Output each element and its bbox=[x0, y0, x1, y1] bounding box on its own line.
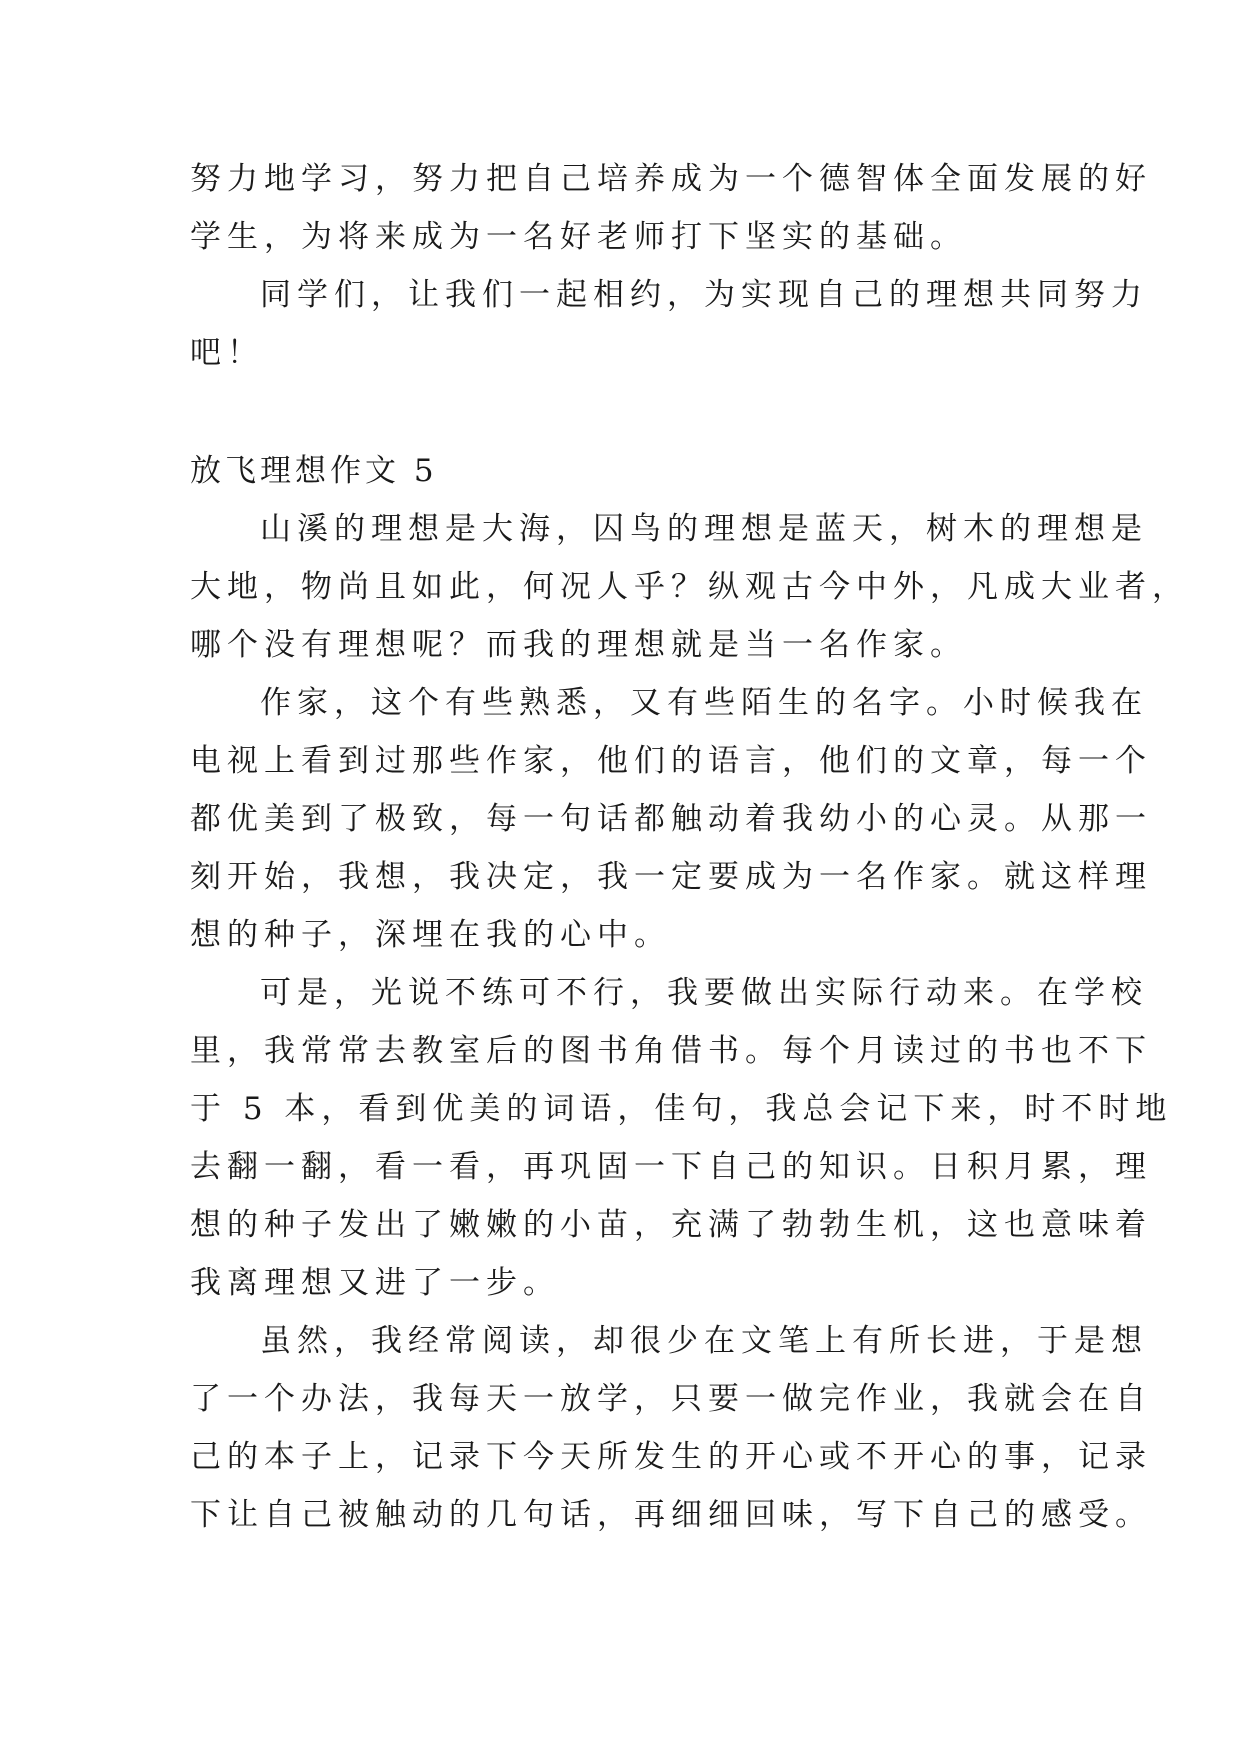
text-line: 学生，为将来成为一名好老师打下坚实的基础。 bbox=[190, 219, 967, 255]
text-line: 努力地学习，努力把自己培养成为一个德智体全面发展的好 bbox=[190, 161, 1152, 197]
text-line: 于 5 本，看到优美的词语，佳句，我总会记下来，时不时地 bbox=[190, 1091, 1173, 1127]
section-gap bbox=[190, 382, 1060, 442]
text-line: 同学们，让我们一起相约，为实现自己的理想共同努力 bbox=[260, 277, 1148, 313]
text-line: 己的本子上，记录下今天所发生的开心或不开心的事，记录 bbox=[190, 1439, 1152, 1475]
paragraph-5 bbox=[190, 964, 1173, 1312]
text-line: 刻开始，我想，我决定，我一定要成为一名作家。就这样理 bbox=[190, 859, 1152, 895]
text-line: 下让自己被触动的几句话，再细细回味，写下自己的感受。 bbox=[190, 1497, 1152, 1533]
text-line: 可是，光说不练可不行，我要做出实际行动来。在学校 bbox=[260, 975, 1148, 1011]
paragraph-3 bbox=[190, 500, 1189, 674]
paragraph-4 bbox=[190, 674, 1152, 964]
text-line: 虽然，我经常阅读，却很少在文笔上有所长进，于是想 bbox=[260, 1323, 1148, 1359]
text-line: 想的种子发出了嫩嫩的小苗，充满了勃勃生机，这也意味着 bbox=[190, 1207, 1152, 1243]
paragraph-1 bbox=[190, 150, 1152, 266]
text-line: 山溪的理想是大海，囚鸟的理想是蓝天，树木的理想是 bbox=[260, 511, 1148, 547]
text-line: 了一个办法，我每天一放学，只要一做完作业，我就会在自 bbox=[190, 1381, 1152, 1417]
paragraph-2 bbox=[190, 266, 1148, 382]
text-line: 作家，这个有些熟悉，又有些陌生的名字。小时候我在 bbox=[260, 685, 1148, 721]
section-heading: 放飞理想作文 5 bbox=[190, 453, 438, 489]
text-line: 哪个没有理想呢？而我的理想就是当一名作家。 bbox=[190, 627, 967, 663]
paragraph-6 bbox=[190, 1312, 1152, 1544]
text-line: 想的种子，深埋在我的心中。 bbox=[190, 917, 671, 953]
document-page bbox=[190, 150, 1189, 1544]
text-line: 我离理想又进了一步。 bbox=[190, 1265, 560, 1301]
text-line: 大地，物尚且如此，何况人乎？纵观古今中外，凡成大业者， bbox=[190, 569, 1189, 605]
text-line: 去翻一翻，看一看，再巩固一下自己的知识。日积月累，理 bbox=[190, 1149, 1152, 1185]
text-line: 电视上看到过那些作家，他们的语言，他们的文章，每一个 bbox=[190, 743, 1152, 779]
text-line: 吧！ bbox=[190, 335, 264, 371]
text-line: 都优美到了极致，每一句话都触动着我幼小的心灵。从那一 bbox=[190, 801, 1152, 837]
text-line: 里，我常常去教室后的图书角借书。每个月读过的书也不下 bbox=[190, 1033, 1152, 1069]
